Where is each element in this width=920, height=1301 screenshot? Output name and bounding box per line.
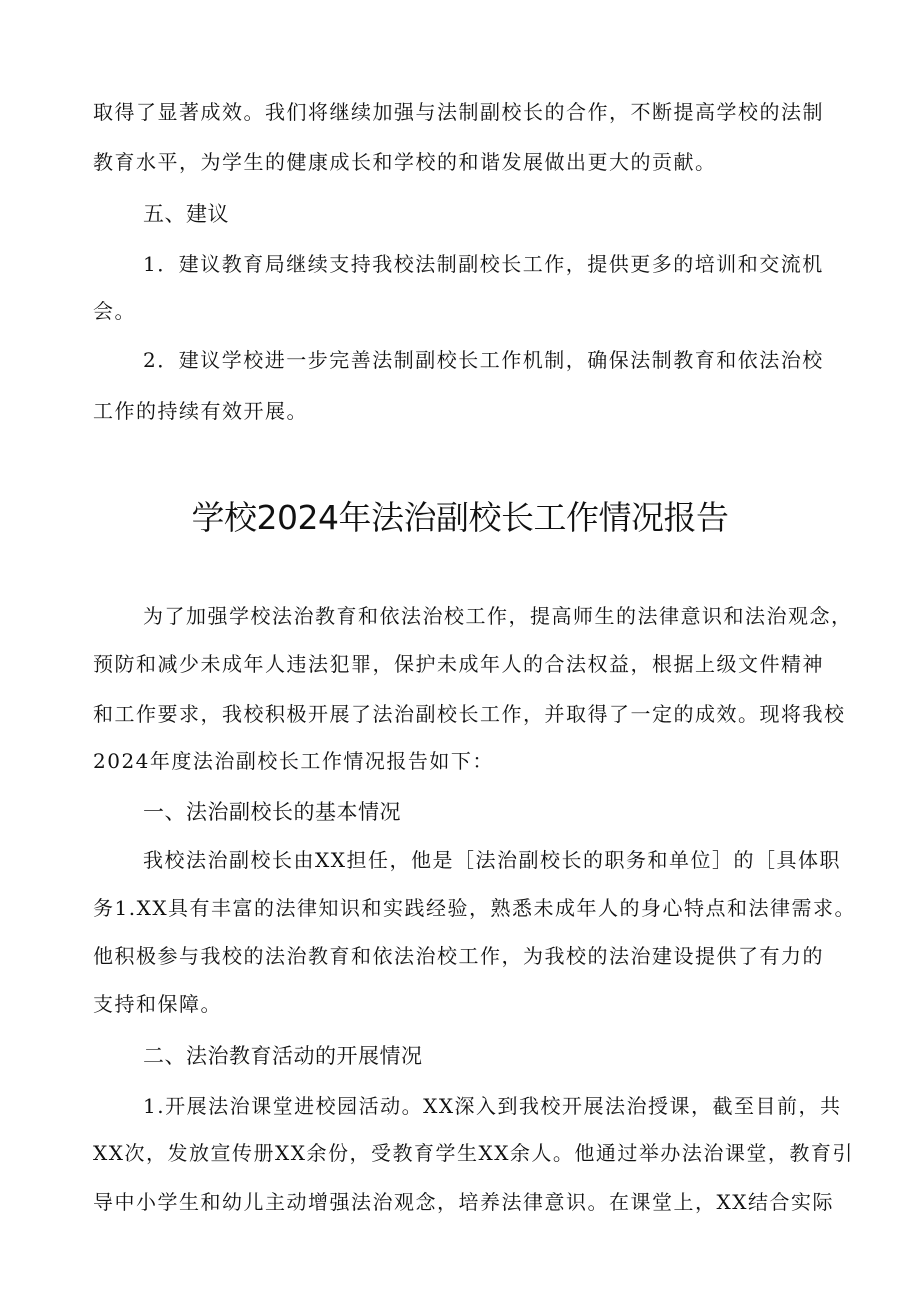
paragraph-line: 为了加强学校法治教育和依法治校工作，提高师生的法律意识和法治观念， bbox=[143, 604, 853, 628]
paragraph-line: 2．建议学校进一步完善法制副校长工作机制，确保法制教育和依法治校 bbox=[143, 348, 824, 372]
section-heading-basic-info: 一、法治副校长的基本情况 bbox=[143, 800, 401, 824]
paragraph-line: 务1.XX具有丰富的法律知识和实践经验，熟悉未成年人的身心特点和法律需求。 bbox=[93, 896, 857, 920]
paragraph-line: 预防和减少未成年人违法犯罪，保护未成年人的合法权益，根据上级文件精神 bbox=[93, 652, 824, 676]
section-heading-suggestions: 五、建议 bbox=[143, 202, 229, 226]
document-title: 学校2024年法治副校长工作情况报告 bbox=[191, 498, 729, 537]
paragraph-line: 1.开展法治课堂进校园活动。XX深入到我校开展法治授课，截至目前，共 bbox=[143, 1094, 842, 1118]
paragraph-line: 他积极参与我校的法治教育和依法治校工作，为我校的法治建设提供了有力的 bbox=[93, 944, 824, 968]
paragraph-line: 取得了显著成效。我们将继续加强与法制副校长的合作，不断提高学校的法制 bbox=[93, 100, 824, 124]
paragraph-line: 导中小学生和幼儿主动增强法治观念，培养法律意识。在课堂上，XX结合实际 bbox=[93, 1190, 834, 1214]
paragraph-line: 我校法治副校长由XX担任，他是［法治副校长的职务和单位］的［具体职 bbox=[143, 848, 841, 872]
paragraph-line: 会。 bbox=[93, 299, 136, 323]
section-heading-activities: 二、法治教育活动的开展情况 bbox=[143, 1044, 423, 1068]
paragraph-line: 1．建议教育局继续支持我校法制副校长工作，提供更多的培训和交流机 bbox=[143, 252, 824, 276]
paragraph-line: 2024年度法治副校长工作情况报告如下： bbox=[93, 749, 494, 773]
paragraph-line: XX次，发放宣传册XX余份，受教育学生XX余人。他通过举办法治课堂，教育引 bbox=[93, 1141, 854, 1165]
paragraph-line: 教育水平，为学生的健康成长和学校的和谐发展做出更大的贡献。 bbox=[93, 150, 717, 174]
paragraph-line: 工作的持续有效开展。 bbox=[93, 399, 308, 423]
paragraph-line: 支持和保障。 bbox=[93, 992, 222, 1016]
paragraph-line: 和工作要求，我校积极开展了法治副校长工作，并取得了一定的成效。现将我校 bbox=[93, 702, 846, 726]
